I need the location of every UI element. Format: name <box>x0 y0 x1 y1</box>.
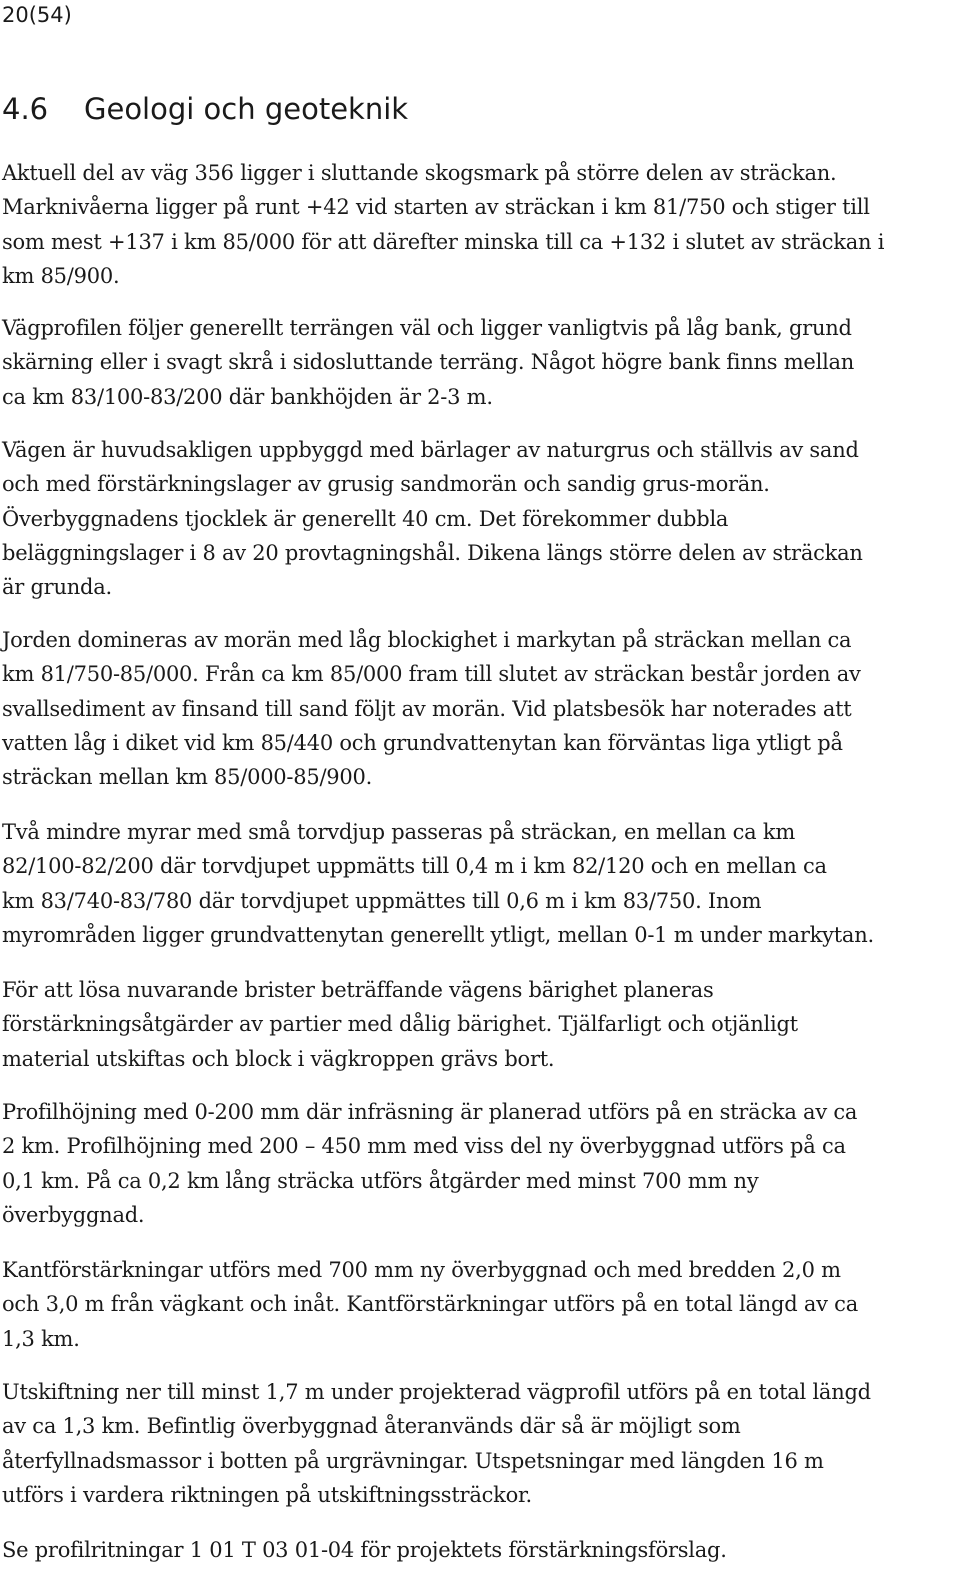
paragraph-profile-raise <box>2 1095 954 1232</box>
paragraph-drawings-reference <box>2 1533 954 1567</box>
text-line: myrområden ligger grundvattenytan generellt ytligt, mellan 0-1 m under markytan. <box>2 922 874 947</box>
paragraph-excavation <box>2 1375 954 1512</box>
text-line: är grunda. <box>2 575 112 600</box>
text-line: utförs i vardera riktningen på utskiftningssträckor. <box>2 1482 532 1507</box>
text-line: och 3,0 m från vägkant och inåt. Kantförstärkningar utförs på en total längd av ca <box>2 1292 858 1317</box>
paragraph-edge-reinforcement <box>2 1253 954 1356</box>
text-line: Profilhöjning med 0-200 mm där infräsning är planerad utförs på en sträcka av ca <box>2 1100 858 1124</box>
text-line: 2 km. Profilhöjning med 200 – 450 mm med viss del ny överbyggnad utförs på ca <box>2 1134 846 1159</box>
paragraph-road-structure <box>2 433 954 604</box>
text-line: material utskiftas och block i vägkroppen grävs bort. <box>2 1046 555 1071</box>
text-line: Överbyggnadens tjocklek är generellt 40 cm. Det förekommer dubbla <box>2 506 729 531</box>
text-line: svallsediment av finsand till sand följt av morän. Vid platsbesök har noterades att <box>2 696 852 721</box>
text-line: av ca 1,3 km. Befintlig överbyggnad återanvänds där så är möjligt som <box>2 1414 741 1439</box>
text-line: km 83/740-83/780 där torvdjupet uppmättes till 0,6 m i km 83/750. Inom <box>2 888 762 913</box>
text-line: som mest +137 i km 85/000 för att därefter minska till ca +132 i slutet av sträckan i <box>2 229 885 254</box>
page-number: 20(54) <box>2 3 72 27</box>
paragraph-road-profile <box>2 311 954 414</box>
text-line: Se profilritningar 1 01 T 03 01-04 för projektets förstärkningsförslag. <box>2 1538 727 1562</box>
text-line: överbyggnad. <box>2 1202 145 1227</box>
text-line: Två mindre myrar med små torvdjup passeras på sträckan, en mellan ca km <box>2 820 795 844</box>
section-title: Geologi och geoteknik <box>84 92 409 126</box>
text-line: skärning eller i svagt skrå i sidosluttande terräng. Något högre bank finns mellan <box>2 350 855 375</box>
paragraph-soil <box>2 623 954 794</box>
text-line: vatten låg i diket vid km 85/440 och grundvattenytan kan förväntas liga ytligt på <box>2 730 843 755</box>
text-line: Vägprofilen följer generellt terrängen väl och ligger vanligtvis på låg bank, grund <box>2 316 852 340</box>
text-line: förstärkningsåtgärder av partier med dålig bärighet. Tjälfarligt och otjänligt <box>2 1012 798 1037</box>
text-line: ca km 83/100-83/200 där bankhöjden är 2-3 m. <box>2 384 493 409</box>
text-line: 82/100-82/200 där torvdjupet uppmätts till 0,4 m i km 82/120 och en mellan ca <box>2 854 827 879</box>
text-line: Kantförstärkningar utförs med 700 mm ny överbyggnad och med bredden 2,0 m <box>2 1258 841 1282</box>
text-line: återfyllnadsmassor i botten på urgrävningar. Utspetsningar med längden 16 m <box>2 1448 824 1473</box>
section-heading <box>2 90 408 128</box>
text-line: Aktuell del av väg 356 ligger i sluttande skogsmark på större delen av sträckan. <box>2 161 837 185</box>
text-line: Vägen är huvudsakligen uppbyggd med bärlager av naturgrus och ställvis av sand <box>2 438 859 462</box>
text-line: Utskiftning ner till minst 1,7 m under projekterad vägprofil utförs på en total längd <box>2 1380 871 1404</box>
text-line: km 85/900. <box>2 263 120 288</box>
text-line: Marknivåerna ligger på runt +42 vid starten av sträckan i km 81/750 och stiger till <box>2 195 870 220</box>
section-number: 4.6 <box>2 92 49 126</box>
text-line: 0,1 km. På ca 0,2 km lång sträcka utförs åtgärder med minst 700 mm ny <box>2 1168 759 1193</box>
text-line: och med förstärkningslager av grusig sandmorän och sandig grus-morän. <box>2 472 770 497</box>
text-line: För att lösa nuvarande brister beträffande vägens bärighet planeras <box>2 978 714 1002</box>
paragraph-bogs <box>2 815 954 952</box>
text-line: beläggningslager i 8 av 20 provtagningshål. Dikena längs större delen av sträckan <box>2 540 863 565</box>
text-line: sträckan mellan km 85/000-85/900. <box>2 765 373 790</box>
text-line: Jorden domineras av morän med låg blockighet i markytan på sträckan mellan ca <box>2 628 852 652</box>
paragraph-reinforcement <box>2 973 954 1076</box>
text-line: km 81/750-85/000. Från ca km 85/000 fram till slutet av sträckan består jorden av <box>2 662 861 687</box>
paragraph-terrain <box>2 156 954 293</box>
text-line: 1,3 km. <box>2 1326 80 1351</box>
